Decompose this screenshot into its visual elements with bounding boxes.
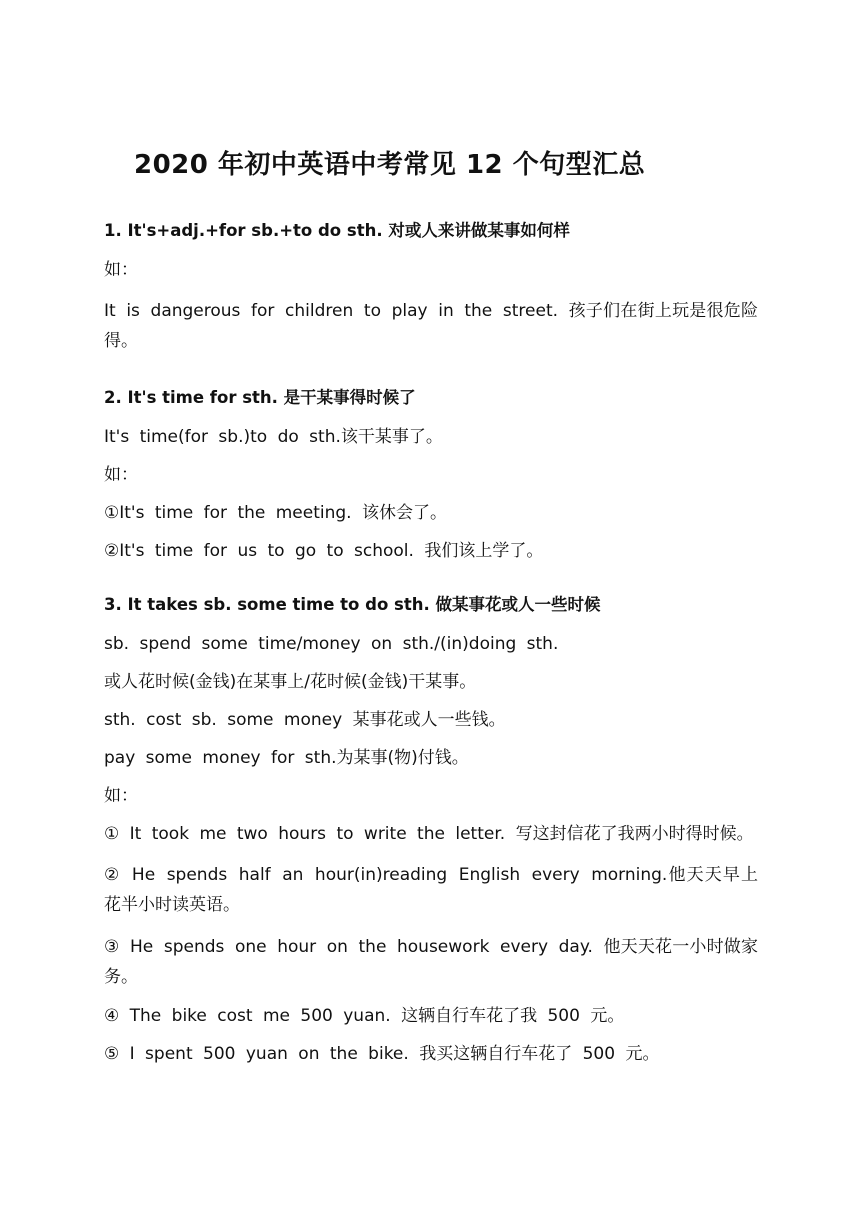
section-2 — [104, 386, 758, 563]
pattern-line: It's time(for sb.)to do sth.该干某事了。 — [104, 427, 443, 447]
example-sentence: It is dangerous for children to play in the street. 孩子们在街上玩是很危险得。 — [104, 301, 758, 351]
example-sentence: ⑤ I spent 500 yuan on the bike. 我买这辆自行车花了 500 元。 — [104, 1044, 660, 1064]
example-label: 如： — [104, 465, 138, 485]
pattern-line: sth. cost sb. some money 某事花或人一些钱。 — [104, 710, 506, 730]
page-title: 2020 年初中英语中考常见 12 个句型汇总 — [134, 150, 646, 180]
example-sentence: ④ The bike cost me 500 yuan. 这辆自行车花了我 500 元。 — [104, 1006, 625, 1026]
pattern-line: pay some money for sth.为某事(物)付钱。 — [104, 748, 469, 768]
section-heading: 1. It's+adj.+for sb.+to do sth. 对或人来讲做某事如何样 — [104, 221, 570, 240]
example-sentence: ①It's time for the meeting. 该休会了。 — [104, 503, 447, 523]
pattern-line: 或人花时候(金钱)在某事上/花时候(金钱)干某事。 — [104, 672, 477, 692]
example-sentence: ① It took me two hours to write the letter. 写这封信花了我两小时得时候。 — [104, 824, 754, 844]
pattern-line: sb. spend some time/money on sth./(in)doing sth. — [104, 634, 559, 654]
section-heading: 3. It takes sb. some time to do sth. 做某事花或人一些时候 — [104, 595, 601, 614]
example-sentence: ②It's time for us to go to school. 我们该上学了。 — [104, 541, 544, 561]
section-3 — [104, 593, 758, 1066]
section-heading: 2. It's time for sth. 是干某事得时候了 — [104, 388, 416, 407]
example-sentence: ③ He spends one hour on the housework every day. 他天天花一小时做家务。 — [104, 937, 758, 987]
example-label: 如： — [104, 260, 138, 280]
example-label: 如： — [104, 786, 138, 806]
section-1 — [104, 219, 758, 356]
example-sentence: ② He spends half an hour(in)reading English every morning.他天天早上花半小时读英语。 — [104, 865, 758, 915]
document-body — [104, 219, 758, 1080]
